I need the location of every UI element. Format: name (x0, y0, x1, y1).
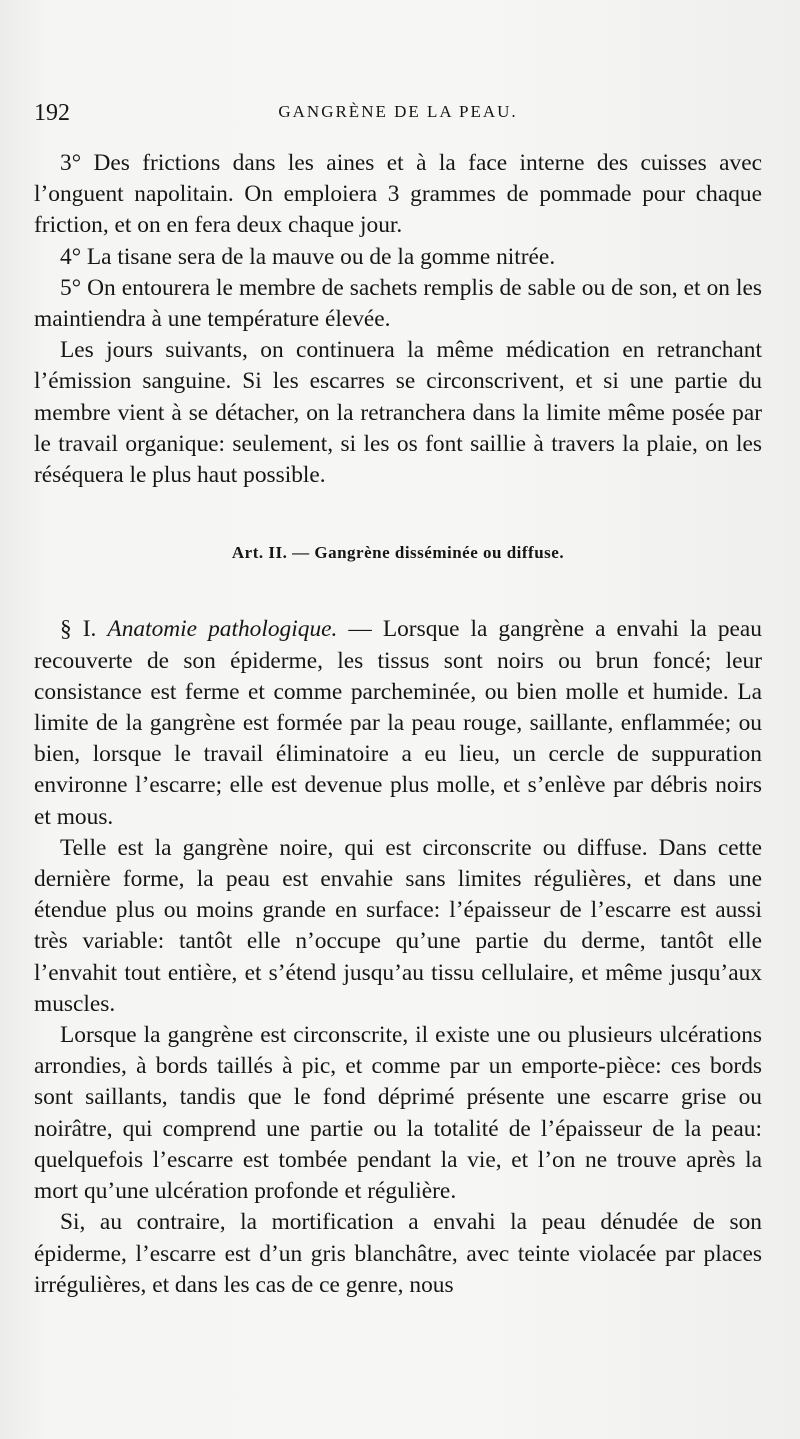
paragraph: 5° On entourera le membre de sachets remplis de sable ou de son, et on les maintiendra à une température élevée. (34, 274, 762, 333)
running-title: GANGRÈNE DE LA PEAU. (278, 102, 518, 121)
body-text (34, 148, 762, 1301)
paragraph: 3° Des frictions dans les aines et à la face interne des cuisses avec l’onguent napolitain. On emploiera 3 grammes de pommade pour chaque friction, et on en fera deux chaque jour. (34, 150, 762, 239)
article-heading: Art. II. — Gangrène disséminée ou diffuse. (231, 543, 565, 563)
section-number: § I. (60, 616, 97, 643)
section-title: Anatomie pathologique. (107, 616, 338, 643)
page-header (34, 0, 762, 148)
section-paragraph (34, 614, 762, 832)
paragraph: Si, au contraire, la mortification a envahi la peau dénudée de son épiderme, l’escarre est d’un gris blanchâtre, avec teinte violacée par places irrégulières, et dans les cas de ce genre, nous (34, 1209, 762, 1298)
paragraph: 4° La tisane sera de la mauve ou de la gomme nitrée. (60, 243, 556, 270)
paragraph: Telle est la gangrène noire, qui est circonscrite ou diffuse. Dans cette dernière forme, la peau est envahie sans limites régulières, et dans une étendue plus ou moins grande en surface: l’épaisseur de l’escarre est aussi très variable: tantôt elle n’occupe qu’une partie du derme, tantôt elle l’envahit tout entière, et s’étend jusqu’au tissu cellulaire, et même jusqu’aux muscles. (34, 834, 762, 1017)
paragraph: Lorsque la gangrène est circonscrite, il existe une ou plusieurs ulcérations arrondies, à bords taillés à pic, et comme par un emporte-pièce: ces bords sont saillants, tandis que le fond déprimé présente une escarre grise ou noirâtre, qui comprend une partie ou la totalité de l’épaisseur de la peau: quelquefois l’escarre est tombée pendant la vie, et l’on ne trouve après la mort qu’une ulcération profonde et régulière. (34, 1022, 762, 1205)
section-text: — Lorsque la gangrène a envahi la peau recouverte de son épiderme, les tissus sont noirs ou brun foncé; leur consistance est ferme et comme parcheminée, ou bien molle et humide. La limite de la gangrène est formée par la peau rouge, saillante, enflammée; ou bien, lorsque le travail éliminatoire a eu lieu, un cercle de suppuration environne l’escarre; elle est devenue plus molle, et s’enlève par débris noirs et mous. (34, 616, 762, 830)
paragraph: Les jours suivants, on continuera la même médication en retranchant l’émission sanguine. Si les escarres se circonscrivent, et si une partie du membre vient à se détacher, on la retranchera dans la limite même posée par le travail organique: seulement, si les os font saillie à travers la plaie, on les réséquera le plus haut possible. (34, 337, 762, 489)
page-number: 192 (34, 100, 70, 126)
